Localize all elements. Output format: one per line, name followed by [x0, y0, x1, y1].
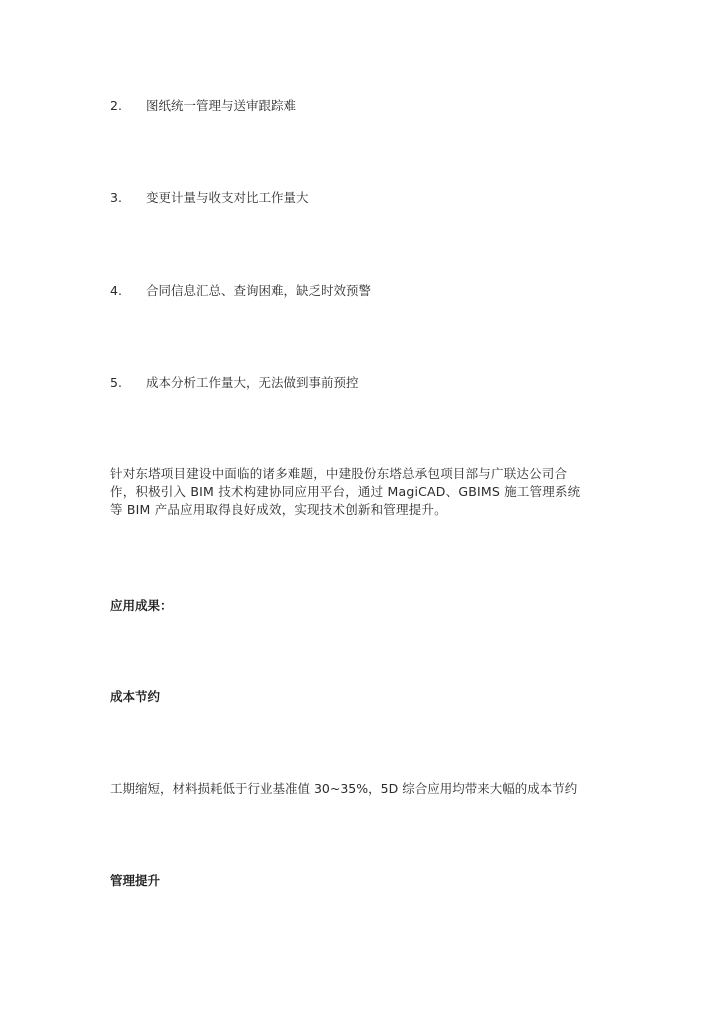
- paragraph-line: 等 BIM 产品应用取得良好成效，实现技术创新和管理提升。: [110, 502, 447, 517]
- list-item-number: 3.: [110, 190, 122, 205]
- list-item-text: 合同信息汇总、查询困难，缺乏时效预警: [146, 283, 372, 298]
- list-item-text: 图纸统一管理与送审跟踪难: [146, 98, 297, 113]
- list-item: [110, 282, 371, 300]
- intro-paragraph: [110, 465, 630, 519]
- list-item: [110, 97, 296, 115]
- list-item-text: 成本分析工作量大，无法做到事前预控: [146, 375, 359, 390]
- list-item: [110, 374, 359, 392]
- list-item-number: 5.: [110, 375, 122, 390]
- paragraph-line: 作，积极引入 BIM 技术构建协同应用平台，通过 MagiCAD、GBIMS 施工管理系统: [110, 484, 581, 499]
- list-item: [110, 189, 309, 207]
- list-item-number: 4.: [110, 283, 122, 298]
- results-heading: 应用成果：: [110, 598, 173, 613]
- cost-heading: 成本节约: [110, 689, 161, 704]
- cost-text: 工期缩短，材料损耗低于行业基准值 30~35%，5D 综合应用均带来大幅的成本节约: [110, 781, 578, 796]
- management-heading: 管理提升: [110, 873, 161, 888]
- list-item-text: 变更计量与收支对比工作量大: [146, 190, 309, 205]
- paragraph-line: 针对东塔项目建设中面临的诸多难题，中建股份东塔总承包项目部与广联达公司合: [110, 466, 568, 481]
- list-item-number: 2.: [110, 98, 122, 113]
